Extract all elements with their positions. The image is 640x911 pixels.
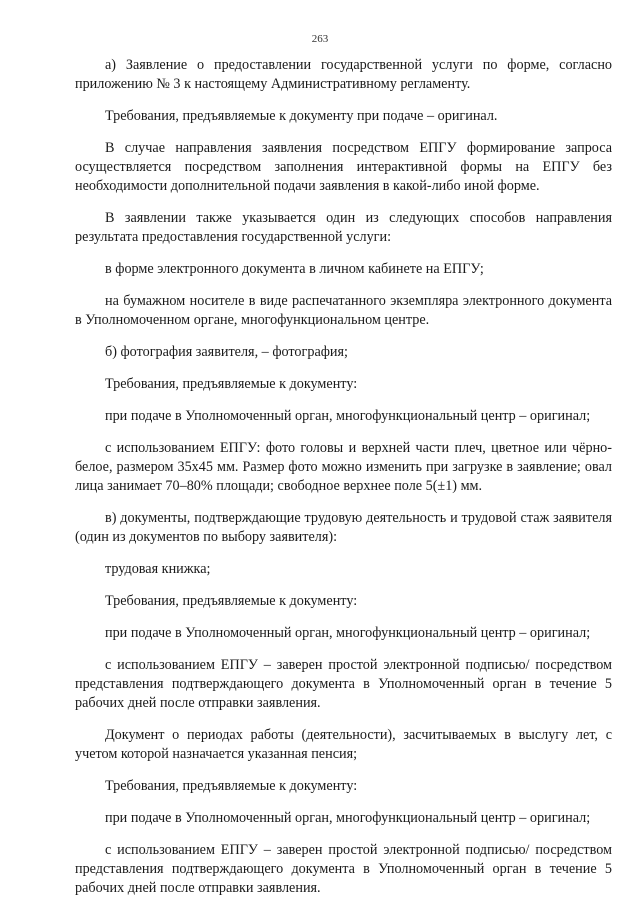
paragraph-photo: б) фотография заявителя, – фотография; (105, 344, 348, 360)
paragraph-requirements-heading: Требования, предъявляемые к документу: (105, 778, 358, 794)
paragraph-requirements-original: Требования, предъявляемые к документу при подаче – оригинал. (105, 108, 498, 124)
paragraph-work-periods: Документ о периодах работы (деятельности), засчитываемых в выслугу лет, с учетом которой назначается указанная пенсия; (75, 727, 612, 762)
paragraph-work-book: трудовая книжка; (105, 561, 211, 577)
paragraph-application-form: а) Заявление о предоставлении государственной услуги по форме, согласно приложению № 3 к настоящему Административному регламенту. (75, 57, 612, 92)
paragraph-work-documents: в) документы, подтверждающие трудовую деятельность и трудовой стаж заявителя (один из документов по выбору заявителя): (75, 510, 612, 545)
paragraph-photo-epgu: с использованием ЕПГУ: фото головы и верхней части плеч, цветное или чёрно-белое, размером 35х45 мм. Размер фото можно изменить при загрузке в заявление; овал лица занимает 70–80% площади; свободное верхнее поле 5(±1) мм. (75, 440, 612, 494)
paragraph-epgu-submission: В случае направления заявления посредством ЕПГУ формирование запроса осуществляется посредством заполнения интерактивной формы на ЕПГУ без необходимости дополнительной подачи заявления в какой-либо иной форме. (75, 140, 612, 194)
paragraph-result-methods: В заявлении также указывается один из следующих способов направления результата предоставления государственной услуги: (75, 210, 612, 245)
paragraph-submission-office: при подаче в Уполномоченный орган, многофункциональный центр – оригинал; (105, 408, 591, 424)
paragraph-epgu-signature: с использованием ЕПГУ – заверен простой электронной подписью/ посредством представления подтверждающего документа в Уполномоченный орган в течение 5 рабочих дней после отправки заявления. (75, 657, 612, 711)
page-number: 263 (311, 33, 329, 45)
paragraph-method-paper: на бумажном носителе в виде распечатанного экземпляра электронного документа в Уполномоченном органе, многофункциональном центре. (75, 293, 612, 328)
paragraph-epgu-signature: с использованием ЕПГУ – заверен простой электронной подписью/ посредством представления подтверждающего документа в Уполномоченный орган в течение 5 рабочих дней после отправки заявления. (75, 842, 612, 896)
paragraph-submission-office: при подаче в Уполномоченный орган, многофункциональный центр – оригинал; (105, 625, 591, 641)
document-body (75, 56, 612, 911)
paragraph-submission-office: при подаче в Уполномоченный орган, многофункциональный центр – оригинал; (105, 810, 591, 826)
paragraph-method-electronic: в форме электронного документа в личном кабинете на ЕПГУ; (105, 261, 484, 277)
paragraph-requirements-heading: Требования, предъявляемые к документу: (105, 593, 358, 609)
paragraph-requirements-heading: Требования, предъявляемые к документу: (105, 376, 358, 392)
